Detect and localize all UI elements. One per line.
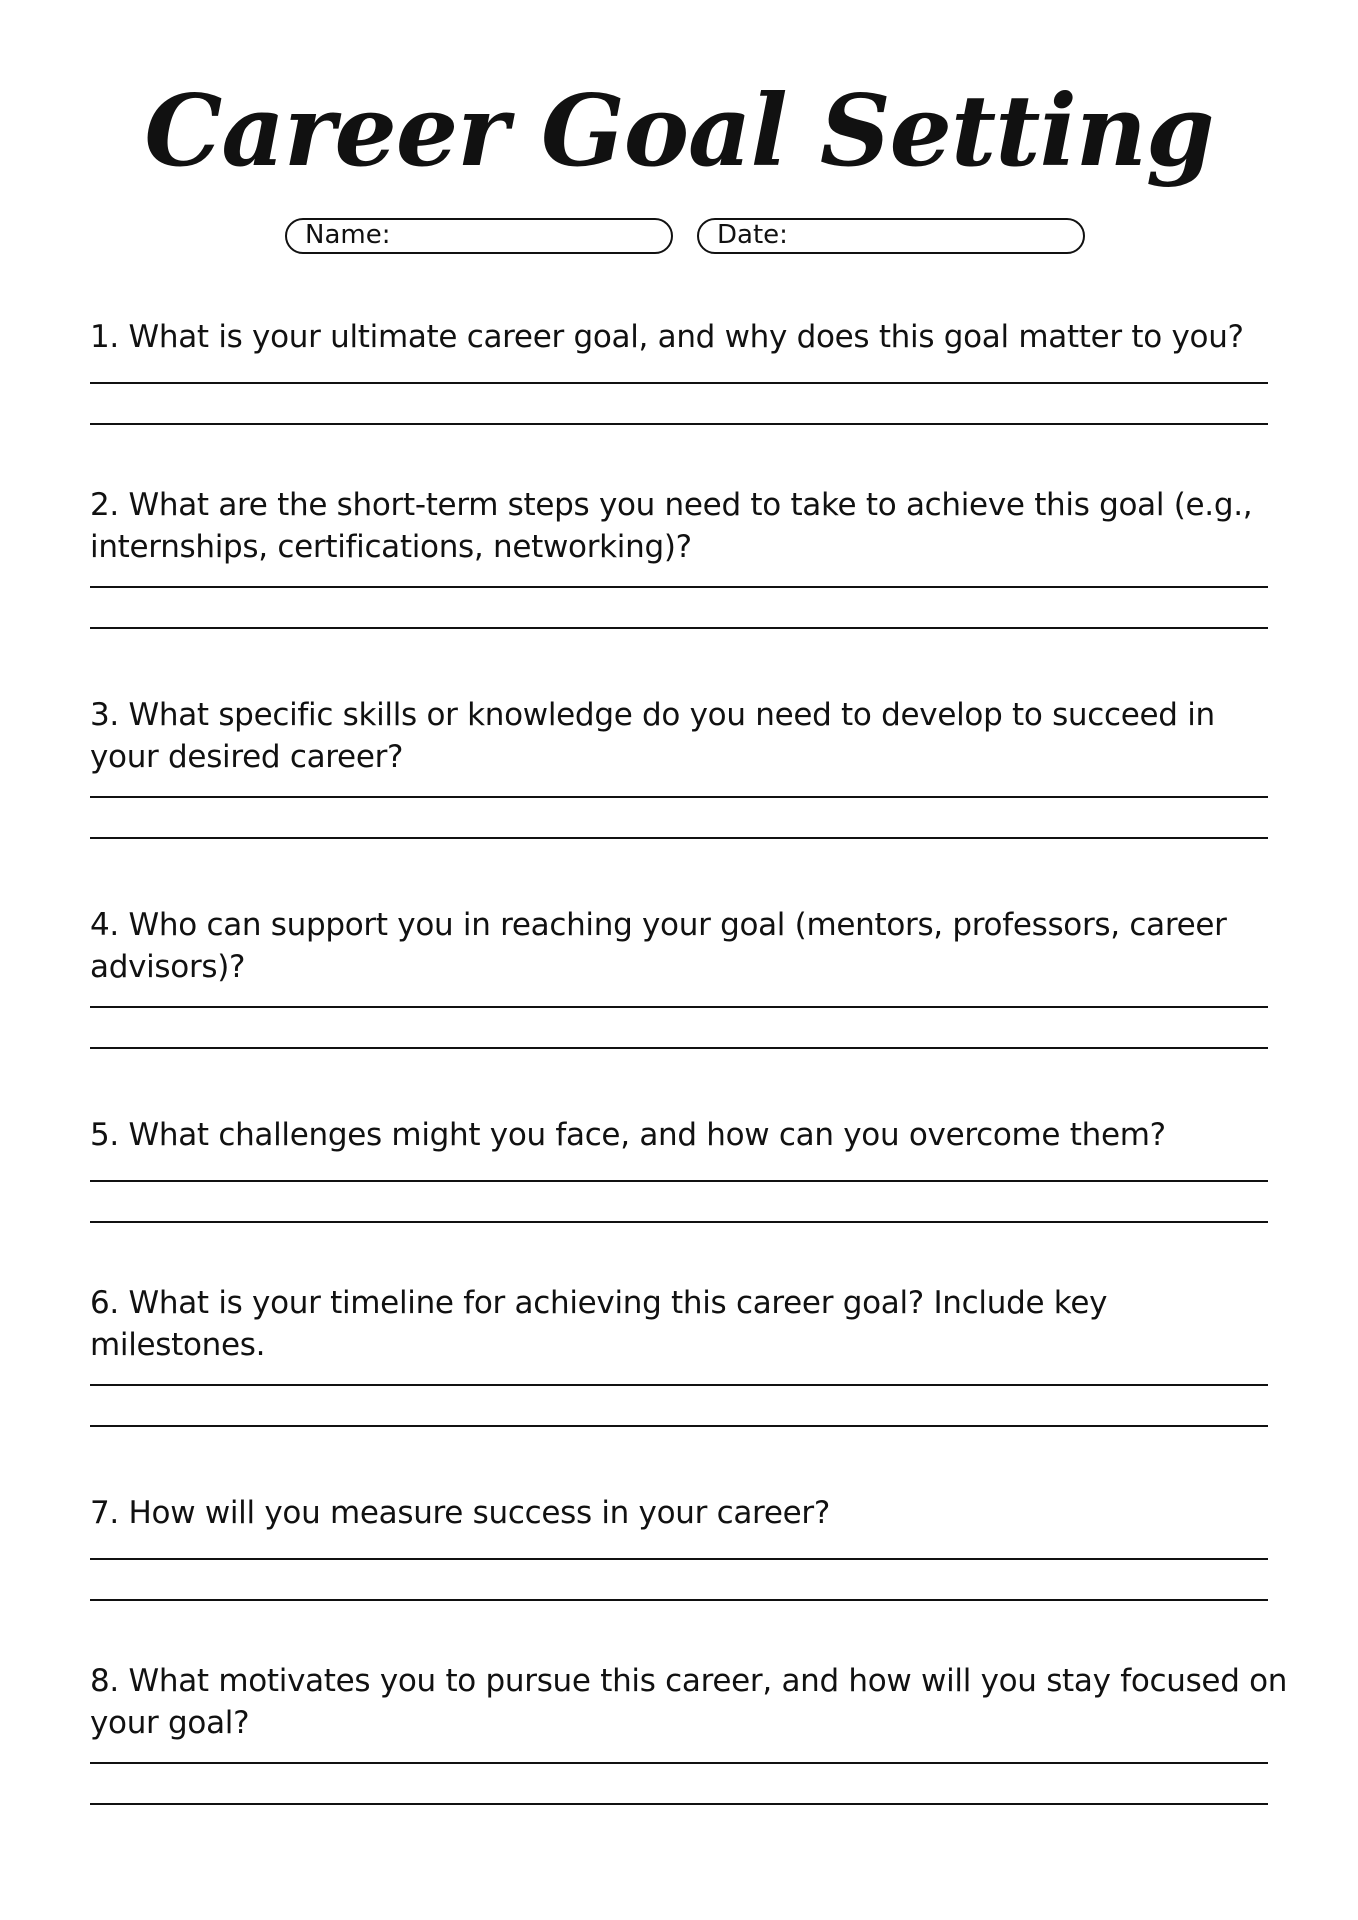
question-1 bbox=[90, 316, 1290, 464]
answer-line[interactable] bbox=[90, 1221, 1268, 1223]
answer-line[interactable] bbox=[90, 1803, 1268, 1805]
date-label: Date: bbox=[717, 220, 788, 250]
question-text: 2. What are the short-term steps you need to take to achieve this goal (e.g., internships, certifications, networking)? bbox=[90, 487, 1253, 565]
answer-line[interactable] bbox=[90, 1180, 1268, 1182]
question-8 bbox=[90, 1660, 1290, 1844]
question-text: 6. What is your timeline for achieving this career goal? Include key milestones. bbox=[90, 1285, 1108, 1363]
question-text: 3. What specific skills or knowledge do you need to develop to succeed in your desired career? bbox=[90, 697, 1215, 775]
question-2 bbox=[90, 484, 1290, 668]
answer-line[interactable] bbox=[90, 1047, 1268, 1049]
question-text: 5. What challenges might you face, and how can you overcome them? bbox=[90, 1117, 1166, 1153]
answer-line[interactable] bbox=[90, 423, 1268, 425]
question-4 bbox=[90, 904, 1290, 1088]
answer-line[interactable] bbox=[90, 837, 1268, 839]
answer-line[interactable] bbox=[90, 586, 1268, 588]
answer-line[interactable] bbox=[90, 796, 1268, 798]
question-5 bbox=[90, 1114, 1290, 1262]
answer-line[interactable] bbox=[90, 1006, 1268, 1008]
answer-line[interactable] bbox=[90, 382, 1268, 384]
answer-line[interactable] bbox=[90, 627, 1268, 629]
answer-line[interactable] bbox=[90, 1762, 1268, 1764]
page-title: Career Goal Setting bbox=[144, 74, 1214, 189]
question-7 bbox=[90, 1492, 1290, 1640]
answer-line[interactable] bbox=[90, 1599, 1268, 1601]
question-text: 7. How will you measure success in your career? bbox=[90, 1495, 830, 1531]
question-3 bbox=[90, 694, 1290, 878]
name-field[interactable] bbox=[285, 218, 673, 254]
question-text: 1. What is your ultimate career goal, and why does this goal matter to you? bbox=[90, 319, 1244, 355]
answer-line[interactable] bbox=[90, 1384, 1268, 1386]
question-text: 8. What motivates you to pursue this career, and how will you stay focused on your goal? bbox=[90, 1663, 1288, 1741]
question-text: 4. Who can support you in reaching your goal (mentors, professors, career advisors)? bbox=[90, 907, 1227, 985]
name-label: Name: bbox=[305, 220, 391, 250]
date-field[interactable] bbox=[697, 218, 1085, 254]
question-6 bbox=[90, 1282, 1290, 1466]
answer-line[interactable] bbox=[90, 1425, 1268, 1427]
answer-line[interactable] bbox=[90, 1558, 1268, 1560]
